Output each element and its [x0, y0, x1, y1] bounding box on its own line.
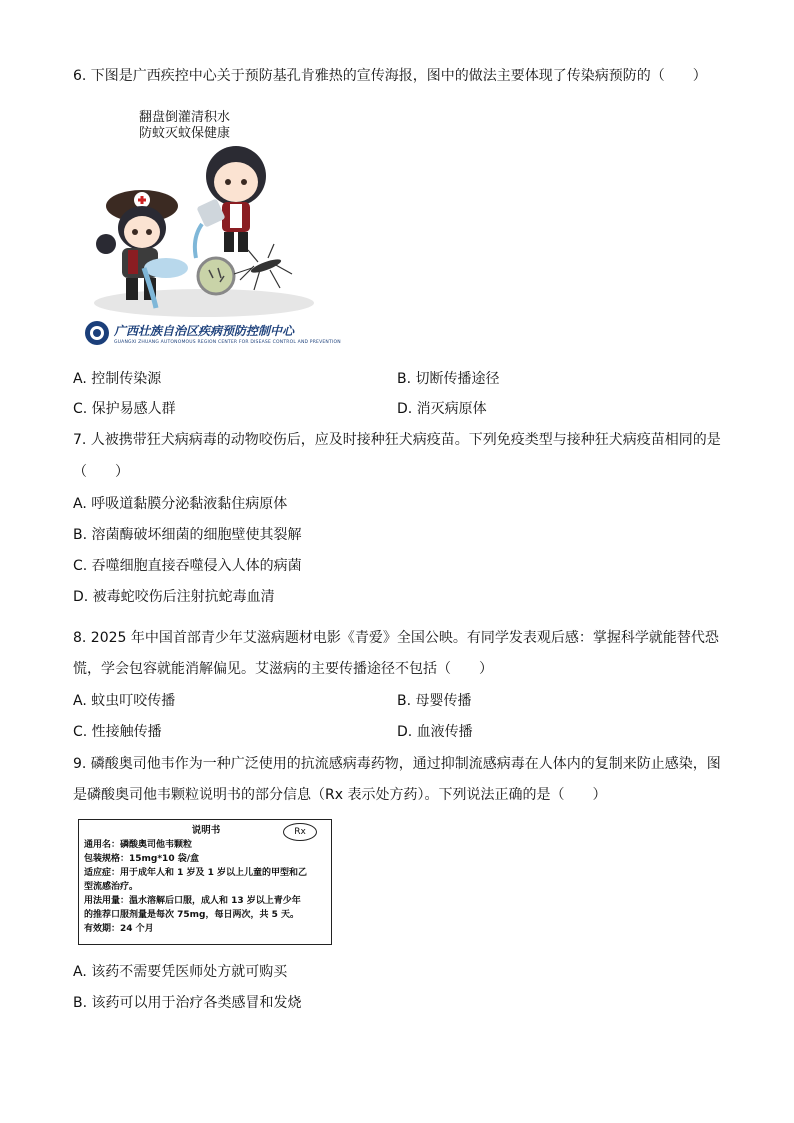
q7-option-d: D. 被毒蛇咬伤后注射抗蛇毒血清 — [73, 589, 275, 605]
label-dosage: 用法用量：温水溶解后口服，成人和 13 岁以上青少年 — [84, 896, 301, 906]
q6-option-c: C. 保护易感人群 — [73, 401, 176, 417]
poster-slogan-line-1: 翻盘倒灌清积水 — [139, 110, 231, 125]
label-title: 说明书 — [191, 825, 221, 836]
q9-option-b: B. 该药可以用于治疗各类感冒和发烧 — [73, 995, 302, 1011]
magnifier-larvae-icon — [198, 258, 234, 294]
q8-stem-line-2: 慌，学会包容就能消解偏见。艾滋病的主要传播途径不包括（ ） — [73, 661, 493, 677]
label-expiry: 有效期：24 个月 — [84, 924, 154, 934]
cdc-name-en: GUANGXI ZHUANG AUTONOMOUS REGION CENTER FOR DISEASE CONTROL AND PREVENTION — [114, 340, 341, 345]
q6-option-b: B. 切断传播途径 — [397, 371, 500, 387]
q6-stem: 6. 下图是广西疾控中心关于预防基孔肯雅热的宣传海报，图中的做法主要体现了传染病预防的（ ） — [73, 68, 707, 84]
q6-option-d: D. 消灭病原体 — [397, 401, 487, 417]
label-indication-cont: 型流感治疗。 — [84, 882, 139, 892]
q8-option-d: D. 血液传播 — [397, 724, 473, 740]
disease-prevention-poster — [84, 98, 341, 356]
q7-stem-line-2: （ ） — [73, 464, 129, 480]
q7-option-a: A. 呼吸道黏膜分泌黏液黏住病原体 — [73, 496, 288, 512]
q7-option-c: C. 吞噬细胞直接吞噬侵入人体的病菌 — [73, 558, 302, 574]
q8-option-a: A. 蚊虫叮咬传播 — [73, 693, 176, 709]
girl-character-icon — [206, 146, 266, 252]
boy-character-icon — [96, 190, 178, 300]
label-indication: 适应症：用于成年人和 1 岁及 1 岁以上儿童的甲型和乙 — [84, 868, 308, 878]
q9-stem-line-1: 9. 磷酸奥司他韦作为一种广泛使用的抗流感病毒药物，通过抑制流感病毒在人体内的复制来防止感染，图 — [73, 756, 721, 772]
poster-illustration — [84, 98, 334, 320]
cdc-logo-banner — [84, 320, 341, 350]
q6-option-a: A. 控制传染源 — [73, 371, 162, 387]
label-dosage-cont: 的推荐口服剂量是每次 75mg，每日两次，共 5 天。 — [84, 910, 300, 920]
q8-stem-line-1: 8. 2025 年中国首部青少年艾滋病题材电影《青爱》全国公映。有同学发表观后感：掌握科学就能替代恐 — [73, 630, 719, 646]
cdc-logo-icon — [84, 320, 110, 346]
q8-option-b: B. 母婴传播 — [397, 693, 472, 709]
q7-stem-line-1: 7. 人被携带狂犬病病毒的动物咬伤后，应及时接种狂犬病疫苗。下列免疫类型与接种狂犬病疫苗相同的是 — [73, 432, 721, 448]
cdc-name-cn: 广西壮族自治区疾病预防控制中心 — [114, 324, 295, 338]
drug-instruction-label — [78, 819, 332, 945]
q8-option-c: C. 性接触传播 — [73, 724, 162, 740]
q9-stem-line-2: 是磷酸奥司他韦颗粒说明书的部分信息（Rx 表示处方药）。下列说法正确的是（ ） — [73, 787, 607, 803]
rx-badge: Rx — [283, 823, 317, 841]
q9-option-a: A. 该药不需要凭医师处方就可购买 — [73, 964, 288, 980]
poster-slogan-line-2: 防蚊灭蚊保健康 — [139, 126, 231, 141]
label-package: 包装规格：15mg*10 袋/盒 — [84, 854, 199, 864]
q7-option-b: B. 溶菌酶破坏细菌的细胞壁使其裂解 — [73, 527, 302, 543]
label-generic-name: 通用名：磷酸奥司他韦颗粒 — [84, 840, 193, 850]
